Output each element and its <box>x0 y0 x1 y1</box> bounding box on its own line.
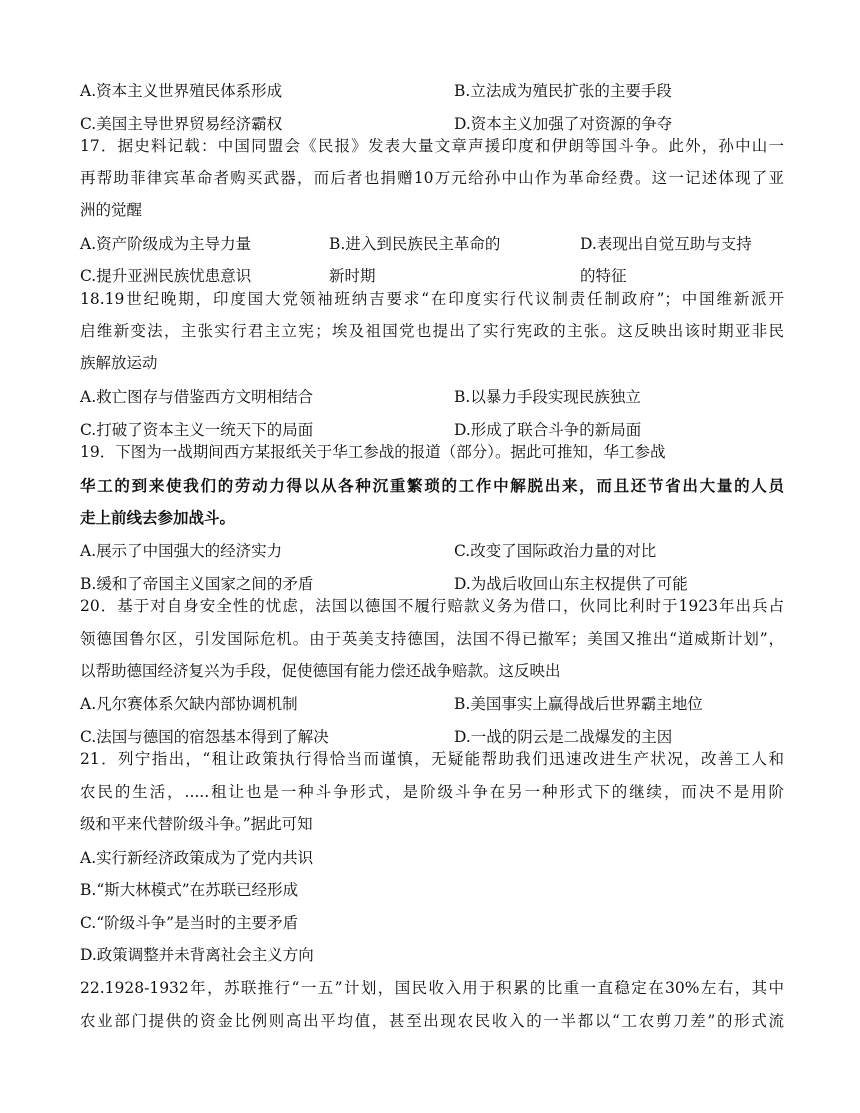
q19-stem: 19．下图为一战期间西方某报纸关于华工参战的报道（部分）。据此可推知，华工参战 <box>80 443 666 461</box>
q17-option-d-continued: 的特征 <box>580 267 627 285</box>
q18-stem-line-1: 18.19世纪晚期，印度国大党领袖班纳吉要求“在印度实行代议制责任制政府”；中国维新派开 <box>80 290 784 308</box>
q19-option-c: C.改变了国际政治力量的对比 <box>454 542 657 560</box>
q19-quote-line-1: 华工的到来使我们的劳动力得以从各种沉重繁琐的工作中解脱出来，而且还节省出大量的人员 <box>80 476 784 495</box>
q17-stem-line-3: 洲的觉醒 <box>80 201 143 219</box>
q16-option-a: A.资本主义世界殖民体系形成 <box>80 82 283 100</box>
q20-stem-line-1: 20．基于对自身安全性的忧虑，法国以德国不履行赔款义务为借口，伙同比利时于1923年出兵占 <box>80 597 784 615</box>
q19-option-b: B.缓和了帝国主义国家之间的矛盾 <box>80 575 314 593</box>
q18-option-a: A.救亡图存与借鉴西方文明相结合 <box>80 388 314 406</box>
q20-stem-line-3: 以帮助德国经济复兴为手段，促使德国有能力偿还战争赔款。这反映出 <box>80 662 561 680</box>
q16-option-c: C.美国主导世界贸易经济霸权 <box>80 115 283 133</box>
q17-option-a: A.资产阶级成为主导力量 <box>80 235 252 253</box>
q20-option-c: C.法国与德国的宿怨基本得到了解决 <box>80 728 329 746</box>
q20-option-b: B.美国事实上赢得战后世界霸主地位 <box>454 695 703 713</box>
q21-stem-line-1: 21．列宁指出，“租让政策执行得恰当而谨慎，无疑能帮助我们迅速改进生产状况，改善工人和 <box>80 750 784 768</box>
q18-stem-line-3: 族解放运动 <box>80 354 158 372</box>
q17-option-c: C.提升亚洲民族忧患意识 <box>80 267 252 285</box>
q17-stem-line-1: 17．据史料记载：中国同盟会《民报》发表大量文章声援印度和伊朗等国斗争。此外，孙中山一 <box>80 137 784 155</box>
q16-option-b: B.立法成为殖民扩张的主要手段 <box>454 82 672 100</box>
q21-option-d: D.政策调整并未背离社会主义方向 <box>80 946 314 964</box>
q21-option-b: B.“斯大林模式”在苏联已经形成 <box>80 881 299 899</box>
q20-option-a: A.凡尔赛体系欠缺内部协调机制 <box>80 695 298 713</box>
q21-option-a: A.实行新经济政策成为了党内共识 <box>80 849 314 867</box>
q18-option-b: B.以暴力手段实现民族独立 <box>454 388 641 406</box>
q20-option-d: D.一战的阴云是二战爆发的主因 <box>454 728 673 746</box>
q17-stem-line-2: 再帮助菲律宾革命者购买武器，而后者也捐赠10万元给孙中山作为革命经费。这一记述体现了亚 <box>80 169 784 187</box>
q17-option-d: D.表现出自觉互助与支持 <box>580 235 752 253</box>
q21-stem-line-2: 农民的生活，.....租让也是一种斗争形式，是阶级斗争在另一种形式下的继续，而决不是用阶 <box>80 783 784 801</box>
q21-stem-line-3: 级和平来代替阶级斗争。”据此可知 <box>80 815 313 833</box>
q19-option-d: D.为战后收回山东主权提供了可能 <box>454 575 688 593</box>
q22-stem-line-2: 农业部门提供的资金比例则高出平均值，甚至出现农民收入的一半都以“工农剪刀差”的形式流 <box>80 1012 784 1030</box>
q17-option-b: B.进入到民族民主革命的 <box>329 235 501 253</box>
q22-stem-line-1: 22.1928-1932年，苏联推行“一五”计划，国民收入用于积累的比重一直稳定在30%左右，其中 <box>80 979 784 997</box>
q18-option-c: C.打破了资本主义一统天下的局面 <box>80 421 314 439</box>
q18-option-d: D.形成了联合斗争的新局面 <box>454 421 642 439</box>
q19-option-a: A.展示了中国强大的经济实力 <box>80 542 283 560</box>
q17-option-b-continued: 新时期 <box>329 267 376 285</box>
q21-option-c: C.“阶级斗争”是当时的主要矛盾 <box>80 914 299 932</box>
q19-quote-line-2: 走上前线去参加战斗。 <box>80 508 236 527</box>
q20-stem-line-2: 领德国鲁尔区，引发国际危机。由于英美支持德国，法国不得已撤军；美国又推出“道威斯计划”， <box>80 630 784 648</box>
q18-stem-line-2: 启维新变法，主张实行君主立宪；埃及祖国党也提出了实行宪政的主张。这反映出该时期亚非民 <box>80 322 784 340</box>
q16-option-d: D.资本主义加强了对资源的争夺 <box>454 115 673 133</box>
